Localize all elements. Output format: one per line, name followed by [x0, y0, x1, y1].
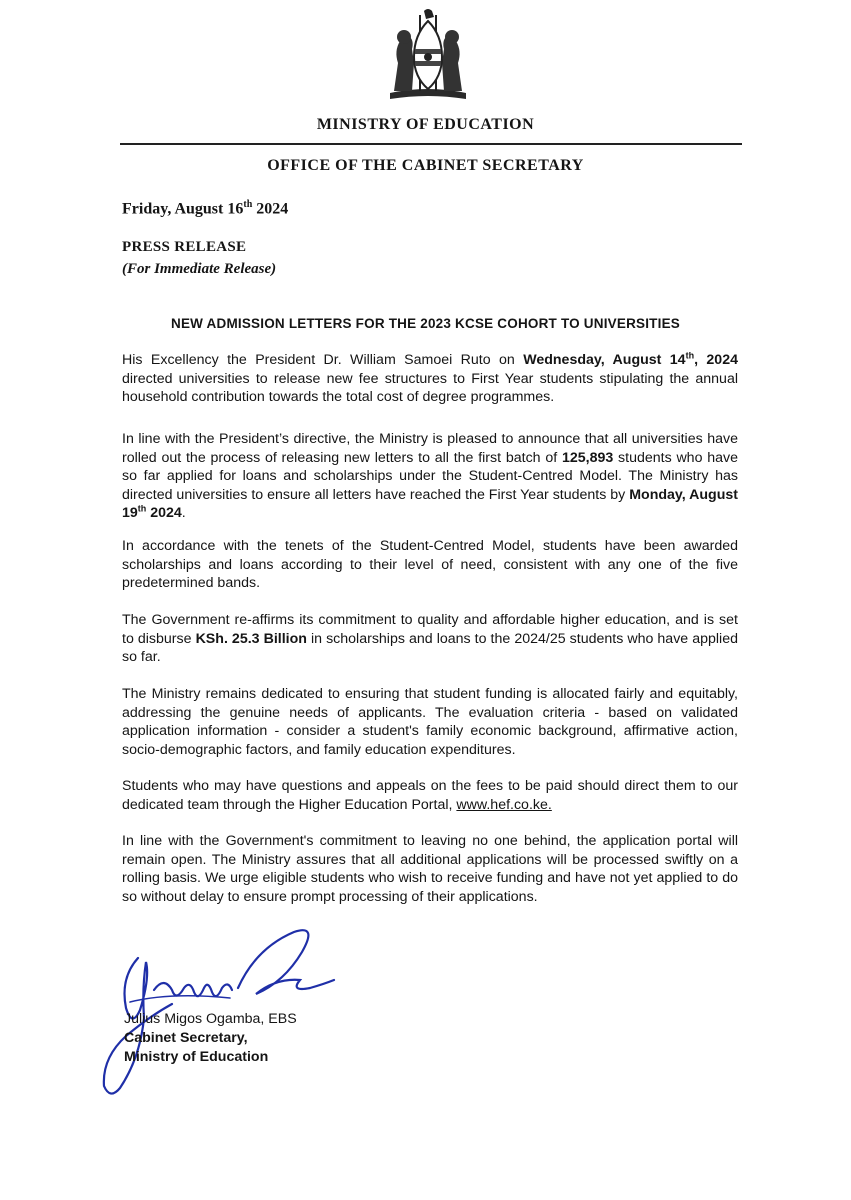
paragraph-6 — [122, 777, 738, 814]
signatory-organization: Ministry of Education — [124, 1049, 269, 1065]
p1-date-suffix: th — [685, 350, 695, 361]
paragraph-4 — [122, 611, 738, 667]
signatory-title: Cabinet Secretary, — [124, 1030, 248, 1046]
coat-of-arms-icon — [380, 5, 476, 105]
release-note: (For Immediate Release) — [122, 261, 277, 277]
portal-link[interactable]: www.hef.co.ke. — [456, 796, 552, 813]
p6-text: Students who may have questions and appeals on the fees to be paid should direct them to our dedicated team through the Higher Education Portal, — [122, 778, 738, 813]
signatory-name: Julius Migos Ogamba, EBS — [124, 1011, 297, 1027]
p1-rest: directed universities to release new fee structures to First Year students stipulating the annual household contribution towards the total cost of degree programmes. — [122, 370, 738, 406]
p2-deadline-suffix: th — [137, 503, 147, 514]
p4-rest: in scholarships and loans to the 2024/25 students who have applied so far. — [122, 630, 738, 666]
date-suffix: th — [243, 199, 253, 210]
p2-deadline: Monday, August 19 — [122, 486, 738, 522]
paragraph-5: The Ministry remains dedicated to ensuring that student funding is allocated fairly and equitably, addressing the genuine needs of applicants. The evaluation criteria - based on validated application information - consider a student's family economic background, affirmative action, socio-demographic factors, and family education expenditures. — [122, 686, 738, 758]
p2-student-count: 125,893 — [561, 449, 614, 466]
p2-middle: students who have so far applied for loans and scholarships under the Student-Centred Model. The Ministry has directed universities to ensure all letters have reached the First Year students by — [122, 449, 739, 503]
p1-year: , 2024 — [694, 352, 738, 368]
office-name: OFFICE OF THE CABINET SECRETARY — [267, 157, 584, 174]
p2-period: . — [181, 505, 186, 522]
header-divider — [120, 143, 742, 145]
date-year: 2024 — [252, 200, 289, 218]
p1-text: His Excellency the President Dr. William Samoei Ruto on — [122, 352, 524, 368]
p4-text: The Government re-affirms its commitment to quality and affordable higher education, and is set to disburse — [122, 612, 738, 647]
release-date — [122, 199, 288, 218]
paragraph-3: In accordance with the tenets of the Student-Centred Model, students have been awarded scholarships and loans according to their level of need, consistent with any one of the five predetermined bands. — [122, 538, 738, 592]
p2-deadline-year: 2024 — [146, 505, 182, 522]
paragraph-2 — [122, 430, 738, 523]
paragraph-7: In line with the Government's commitment to leaving no one behind, the application portal will remain open. The Ministry assures that all additional applications will be processed swiftly on a rolling basis. We urge eligible students who wish to receive funding and have not yet applied to do so without delay to ensure prompt processing of their applications. — [122, 833, 738, 905]
p2-text: In line with the President’s directive, the Ministry is pleased to announce that all universities have rolled out the process of releasing new letters to all the first batch of — [122, 431, 738, 466]
release-type: PRESS RELEASE — [122, 239, 247, 255]
p4-amount: KSh. 25.3 Billion — [195, 630, 307, 647]
ministry-name: MINISTRY OF EDUCATION — [316, 116, 535, 133]
p1-date: Wednesday, August 14 — [523, 352, 686, 368]
date-text: Friday, August 16 — [122, 200, 244, 218]
press-release-headline: NEW ADMISSION LETTERS FOR THE 2023 KCSE COHORT TO UNIVERSITIES — [171, 316, 680, 331]
paragraph-1 — [122, 351, 738, 407]
